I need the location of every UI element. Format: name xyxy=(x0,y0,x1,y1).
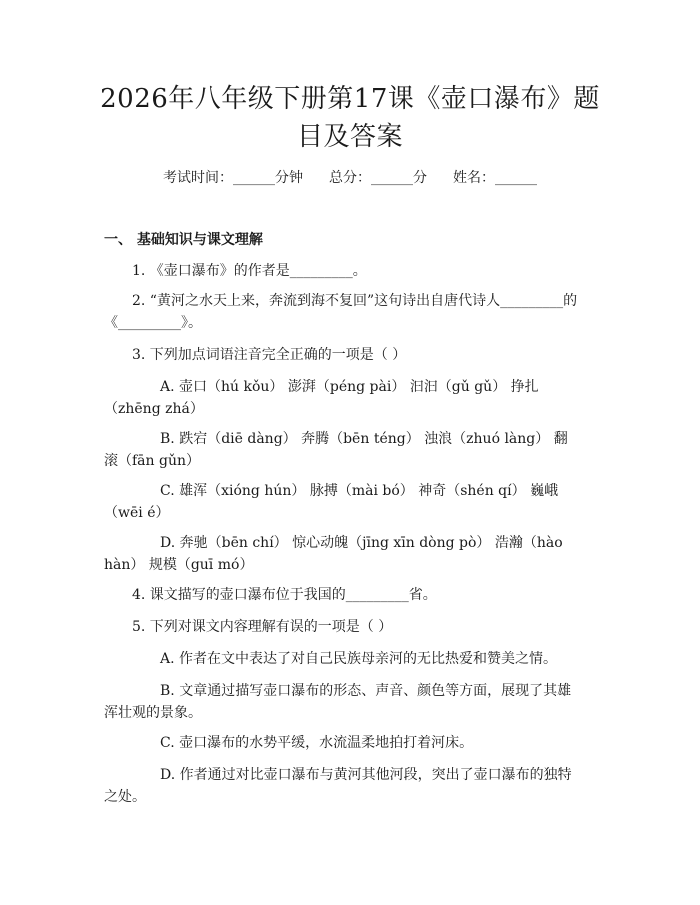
option-3c: C. 雄浑（xióng hún） 脉搏（mài bó） 神奇（shén qí） 巍峨（wēi é） xyxy=(104,483,559,521)
section-heading: 一、 基础知识与课文理解 xyxy=(104,232,263,248)
exam-meta-line xyxy=(0,168,700,188)
total-score-field: 总分：______分 xyxy=(329,170,427,186)
exam-time-field: 考试时间：______分钟 xyxy=(163,170,303,186)
option-5b: B. 文章通过描写壶口瀑布的形态、声音、颜色等方面，展现了其雄浑壮观的景象。 xyxy=(104,683,572,721)
option-3d: D. 奔驰（bēn chí） 惊心动魄（jīng xīn dòng pò） 浩瀚（hào hàn） 规模（guī mó） xyxy=(104,535,563,573)
option-5c: C. 壶口瀑布的水势平缓，水流温柔地拍打着河床。 xyxy=(160,735,474,751)
question-2: 2. “黄河之水天上来，奔流到海不复回”这句诗出自唐代诗人_________的《_________》。 xyxy=(104,293,578,331)
option-3a: A. 壶口（hú kǒu） 澎湃（péng pài） 汩汩（gǔ gǔ） 挣扎（zhēng zhá） xyxy=(104,379,539,417)
document-title: 2026年八年级下册第17课《壶口瀑布》题目及答案 xyxy=(100,84,600,152)
question-4: 4. 课文描写的壶口瀑布位于我国的_________省。 xyxy=(132,587,437,603)
question-1: 1. 《壶口瀑布》的作者是_________。 xyxy=(132,263,367,279)
question-5: 5. 下列对课文内容理解有误的一项是（ ） xyxy=(132,619,393,635)
student-name-field: 姓名：______ xyxy=(453,170,537,186)
option-3b: B. 跌宕（diē dàng） 奔腾（bēn téng） 浊浪（zhuó làng） 翻滚（fān gǔn） xyxy=(104,431,568,469)
option-5a: A. 作者在文中表达了对自己民族母亲河的无比热爱和赞美之情。 xyxy=(160,651,558,667)
option-5d: D. 作者通过对比壶口瀑布与黄河其他河段，突出了壶口瀑布的独特之处。 xyxy=(104,767,572,805)
question-3: 3. 下列加点词语注音完全正确的一项是（ ） xyxy=(132,347,407,363)
